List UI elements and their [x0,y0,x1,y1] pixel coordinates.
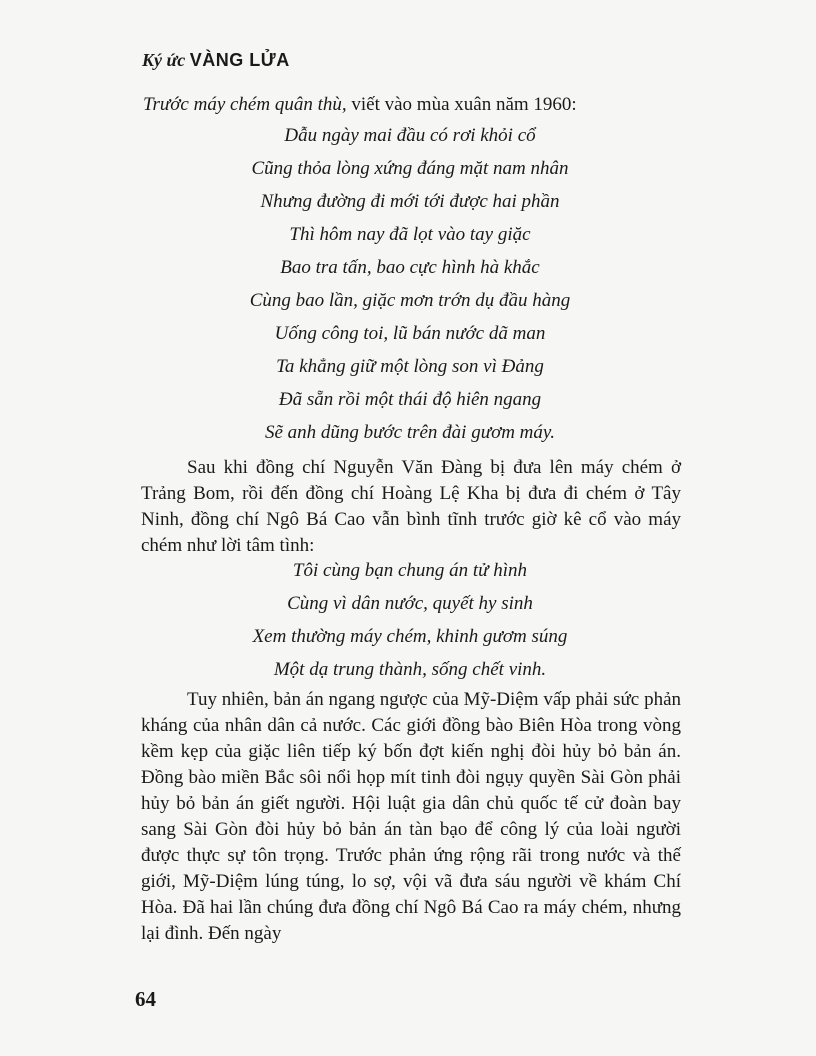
poem-line: Cùng vì dân nước, quyết hy sinh [287,593,533,614]
poem-one [150,119,670,449]
poem-line: Một dạ trung thành, sống chết vinh. [273,659,547,680]
running-header [142,48,290,72]
poem-line: Xem thường máy chém, khinh gươm súng [252,626,568,647]
poem-line: Nhưng đường đi mới tới được hai phần [260,191,560,212]
intro-italic: Trước máy chém quân thù, [143,94,347,115]
body-paragraph-2: Tuy nhiên, bản án ngang ngược của Mỹ-Diệm vấp phải sức phản kháng của nhân dân cả nước. Các giới đồng bào Biên Hòa trong vòng kềm kẹp của giặc liên tiếp ký bốn đợt kiến nghị đòi hủy bỏ bản án. Đồng bào miền Bắc sôi nổi họp mít tinh đòi ngụy quyền Sài Gòn phải hủy bỏ bản án giết người. Hội luật gia dân chủ quốc tế cử đoàn bay sang Sài Gòn đòi hủy bỏ bản án tàn bạo để công lý của loài người được thực sự tôn trọng. Trước phản ứng rộng rãi trong nước và thế giới, Mỹ-Diệm lúng túng, lo sợ, vội vã đưa sáu người về khám Chí Hòa. Đã hai lần chúng đưa đồng chí Ngô Bá Cao ra máy chém, nhưng lại đình. Đến ngày [141,689,681,944]
intro-line [143,92,577,118]
body-paragraph-1: Sau khi đồng chí Nguyễn Văn Đàng bị đưa lên máy chém ở Trảng Bom, rồi đến đồng chí Hoàng Lệ Kha bị đưa đi chém ở Tây Ninh, đồng chí Ngô Bá Cao vẫn bình tĩnh trước giờ kê cổ vào máy chém như lời tâm tình: [141,457,681,556]
poem-line: Tôi cùng bạn chung án tử hình [292,560,528,581]
poem-line: Uống công toi, lũ bán nước dã man [274,323,546,344]
intro-plain: viết vào mùa xuân năm 1960: [346,94,577,115]
poem-line: Cùng bao lần, giặc mơn trớn dụ đầu hàng [249,290,571,311]
header-title: VÀNG LỬA [189,50,290,70]
header-series: Ký ức [142,50,186,70]
poem-line: Sẽ anh dũng bước trên đài gươm máy. [264,422,556,443]
poem-line: Đã sẵn rồi một thái độ hiên ngang [278,389,542,410]
poem-line: Thì hôm nay đã lọt vào tay giặc [289,224,531,245]
poem-line: Ta khẳng giữ một lòng son vì Đảng [276,356,544,377]
poem-two [150,554,670,686]
poem-line: Cũng thỏa lòng xứng đáng mặt nam nhân [251,158,569,179]
poem-line: Bao tra tấn, bao cực hình hà khắc [280,257,540,278]
poem-line: Dẫu ngày mai đầu có rơi khỏi cổ [284,125,536,146]
page-number: 64 [135,987,156,1011]
